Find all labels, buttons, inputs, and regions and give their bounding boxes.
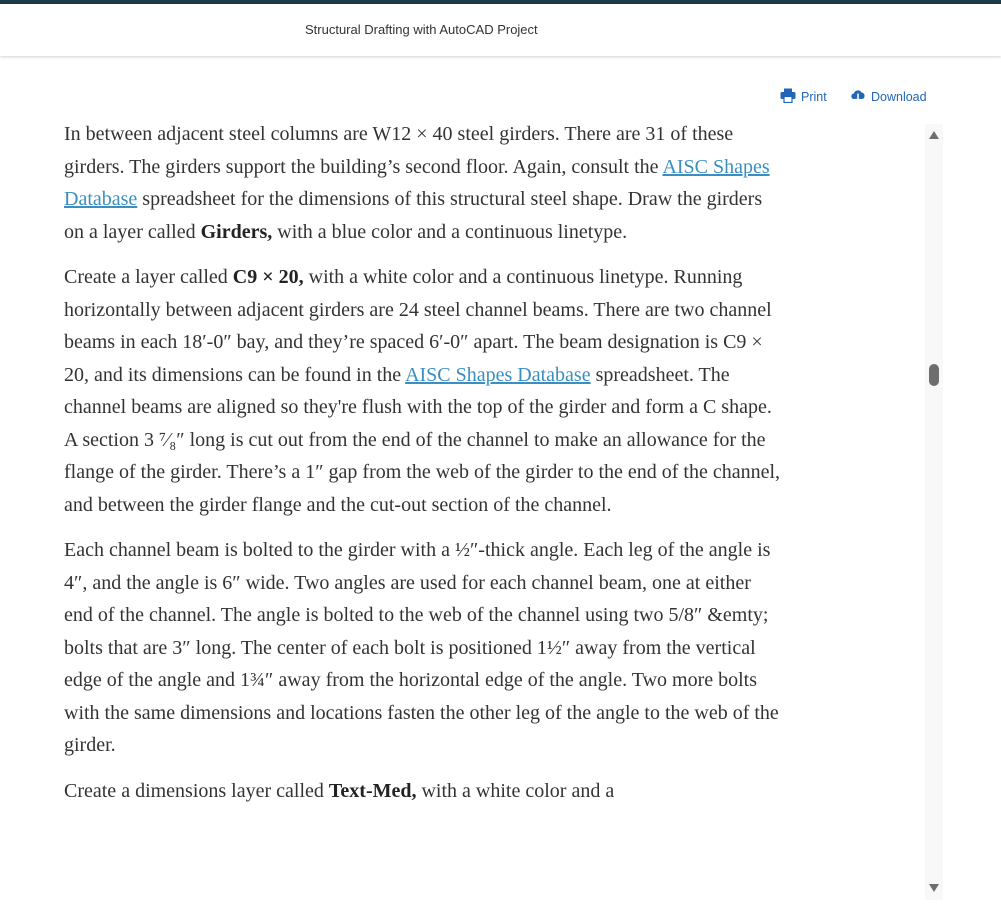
paragraph-dimensions-layer [64, 775, 784, 808]
aisc-shapes-database-link[interactable]: AISC Shapes Database [64, 155, 770, 210]
paragraph-text: spreadsheet for the dimensions of this structural steel shape. Draw the girders on a layer called [64, 188, 763, 243]
paragraph-text: In between adjacent steel columns are W12 × 40 steel girders. There are 31 of these girders. The girders support the building’s second floor. Again, consult the [64, 123, 734, 178]
print-button[interactable] [780, 88, 827, 106]
paragraph-angles-bolts [64, 534, 784, 762]
download-icon [850, 88, 866, 106]
download-button[interactable] [850, 88, 927, 106]
aisc-shapes-database-link[interactable]: AISC Shapes Database [405, 363, 591, 386]
scroll-up-icon[interactable] [929, 131, 939, 139]
paragraph-text: Each channel beam is bolted to the girder with a ½″-thick angle. Each leg of the angle is 4″, and the angle is 6″ wide. Two angles are used for each channel beam, one at either end of the channel. The angle is bolted to the web of the channel using two 5/8″ &emty; bolts that are 3″ long. The center of each bolt is positioned 1½″ away from the vertical edge of the angle and 1¾″ away from the horizontal edge of the angle. Two more bolts with the same dimensions and locations fasten the other leg of the angle to the web of the girder. [64, 539, 779, 756]
scroll-down-icon[interactable] [929, 884, 939, 892]
paragraph-text: spreadsheet. The channel beams are aligned so they're flush with the top of the girder and form a C shape. A section 3 ⁷⁄₈″ long is cut out from the end of the channel to make an allowance for the flange of the girder. There’s a 1″ gap from the web of the girder to the end of the channel, and between the girder flange and the cut-out section of the channel. [64, 363, 781, 516]
header-bar [0, 4, 1001, 56]
scrollbar-thumb[interactable] [929, 364, 939, 386]
layer-name-girders: Girders, [200, 220, 273, 243]
paragraph-text: with a white color and a [416, 779, 615, 802]
paragraph-text: Create a dimensions layer called [64, 779, 329, 802]
paragraph-channel-beams [64, 261, 784, 521]
document-title: Structural Drafting with AutoCAD Project [305, 22, 538, 37]
printer-icon [780, 88, 796, 106]
scrollbar-track[interactable] [925, 124, 943, 900]
paragraph-text: Create a layer called [64, 266, 233, 288]
paragraph-text: with a white color and a continuous linetype. Running horizontally between adjacent girders are 24 steel channel beams. There are two channel beams in each 18′-0″ bay, and they’re spaced 6′-0″ apart. The beam designation is C9 × 20, and its dimensions can be found in the [64, 266, 772, 386]
print-label: Print [801, 90, 827, 104]
layer-name-c9x20: C9 × 20, [232, 266, 304, 288]
article-content [64, 118, 784, 820]
paragraph-text: with a blue color and a continuous linetype. [272, 220, 628, 243]
download-label: Download [871, 90, 927, 104]
paragraph-girders [64, 118, 784, 248]
layer-name-text-med: Text-Med, [328, 779, 417, 802]
